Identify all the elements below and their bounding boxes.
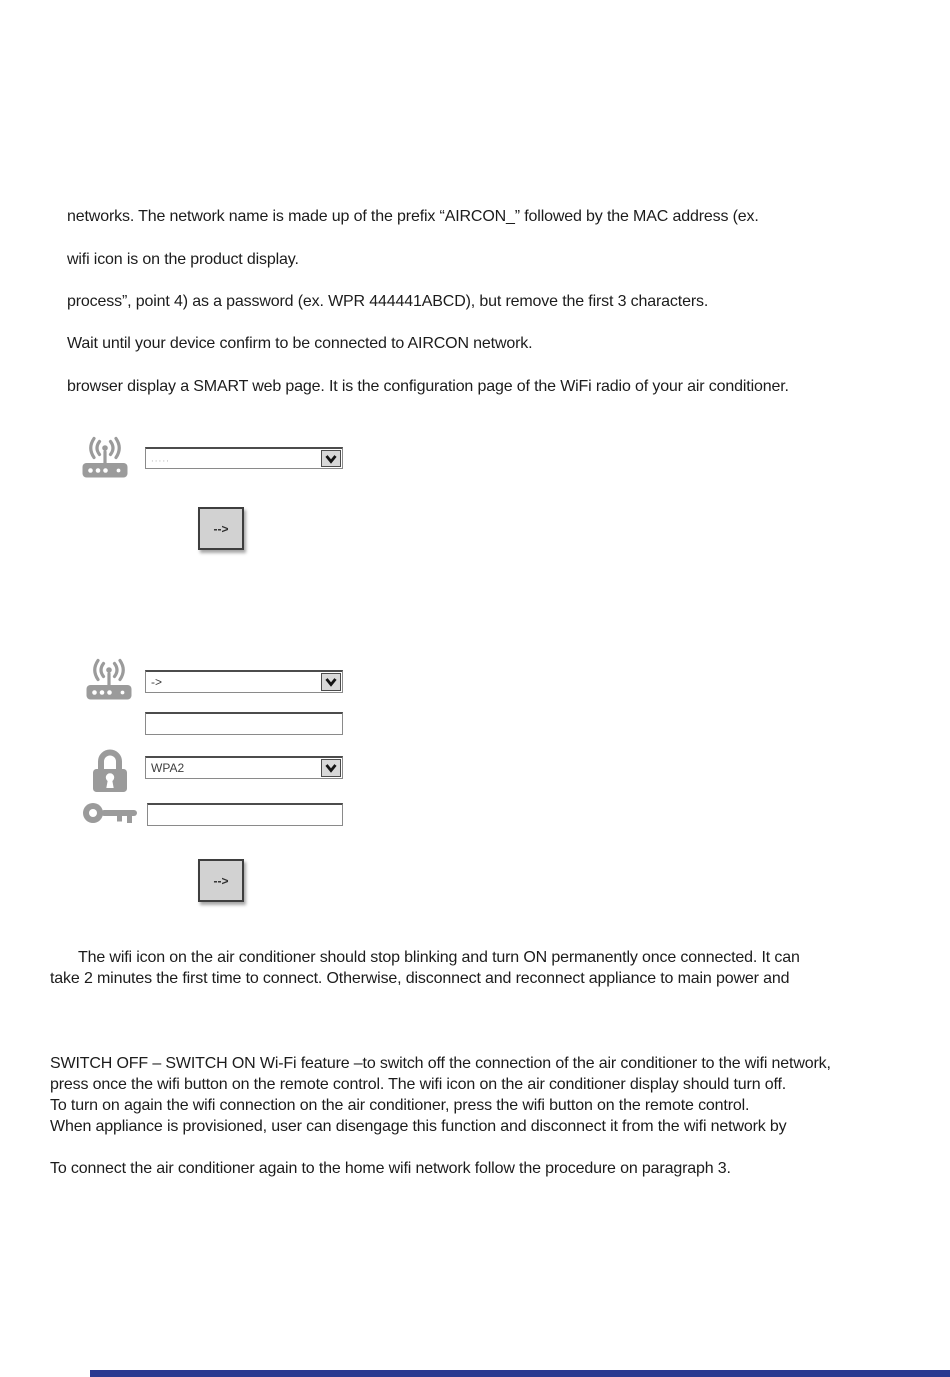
chevron-down-icon[interactable] <box>321 673 341 691</box>
key-icon <box>82 799 140 836</box>
network-select-step2[interactable] <box>145 670 343 693</box>
intro-line-2: wifi icon is on the product display. <box>67 251 299 268</box>
note-line-1: The wifi icon on the air conditioner should stop blinking and turn ON permanently once connected. It can <box>78 949 800 966</box>
intro-line-4: Wait until your device confirm to be connected to AIRCON network. <box>67 335 533 352</box>
chevron-down-icon[interactable] <box>321 759 341 777</box>
security-select-value: WPA2 <box>151 761 185 775</box>
switch-paragraph-line-3: To turn on again the wifi connection on the air conditioner, press the wifi button on the remote control. <box>50 1097 750 1114</box>
wifi-router-icon <box>84 654 134 707</box>
reconnect-line: To connect the air conditioner again to the home wifi network follow the procedure on paragraph 3. <box>50 1160 731 1177</box>
intro-line-1: networks. The network name is made up of the prefix “AIRCON_” followed by the MAC address (ex. <box>67 208 759 225</box>
password-input[interactable] <box>147 803 343 826</box>
security-select[interactable] <box>145 756 343 779</box>
intro-line-5: browser display a SMART web page. It is the configuration page of the WiFi radio of your air conditioner. <box>67 378 789 395</box>
chevron-down-icon[interactable] <box>321 450 341 467</box>
network-select-step1-value: ..... <box>151 453 170 464</box>
switch-paragraph-line-4: When appliance is provisioned, user can disengage this function and disconnect it from the wifi network by <box>50 1118 787 1135</box>
note-line-2: take 2 minutes the first time to connect. Otherwise, disconnect and reconnect appliance to main power and <box>50 970 790 987</box>
intro-line-3: process”, point 4) as a password (ex. WPR 444441ABCD), but remove the first 3 characters. <box>67 293 709 310</box>
network-select-step2-value: -> <box>151 675 163 689</box>
submit-button-step2[interactable]: --> <box>198 859 244 902</box>
footer-rule <box>90 1370 950 1377</box>
submit-button-step1[interactable]: --> <box>198 507 244 550</box>
switch-paragraph-line-2: press once the wifi button on the remote control. The wifi icon on the air conditioner display should turn off. <box>50 1076 787 1093</box>
wifi-router-icon <box>80 432 130 485</box>
padlock-icon <box>88 744 132 799</box>
network-name-input[interactable] <box>145 712 343 735</box>
network-select-step1[interactable] <box>145 447 343 469</box>
switch-paragraph-line-1: SWITCH OFF – SWITCH ON Wi-Fi feature –to switch off the connection of the air conditioner to the wifi network, <box>50 1055 831 1072</box>
